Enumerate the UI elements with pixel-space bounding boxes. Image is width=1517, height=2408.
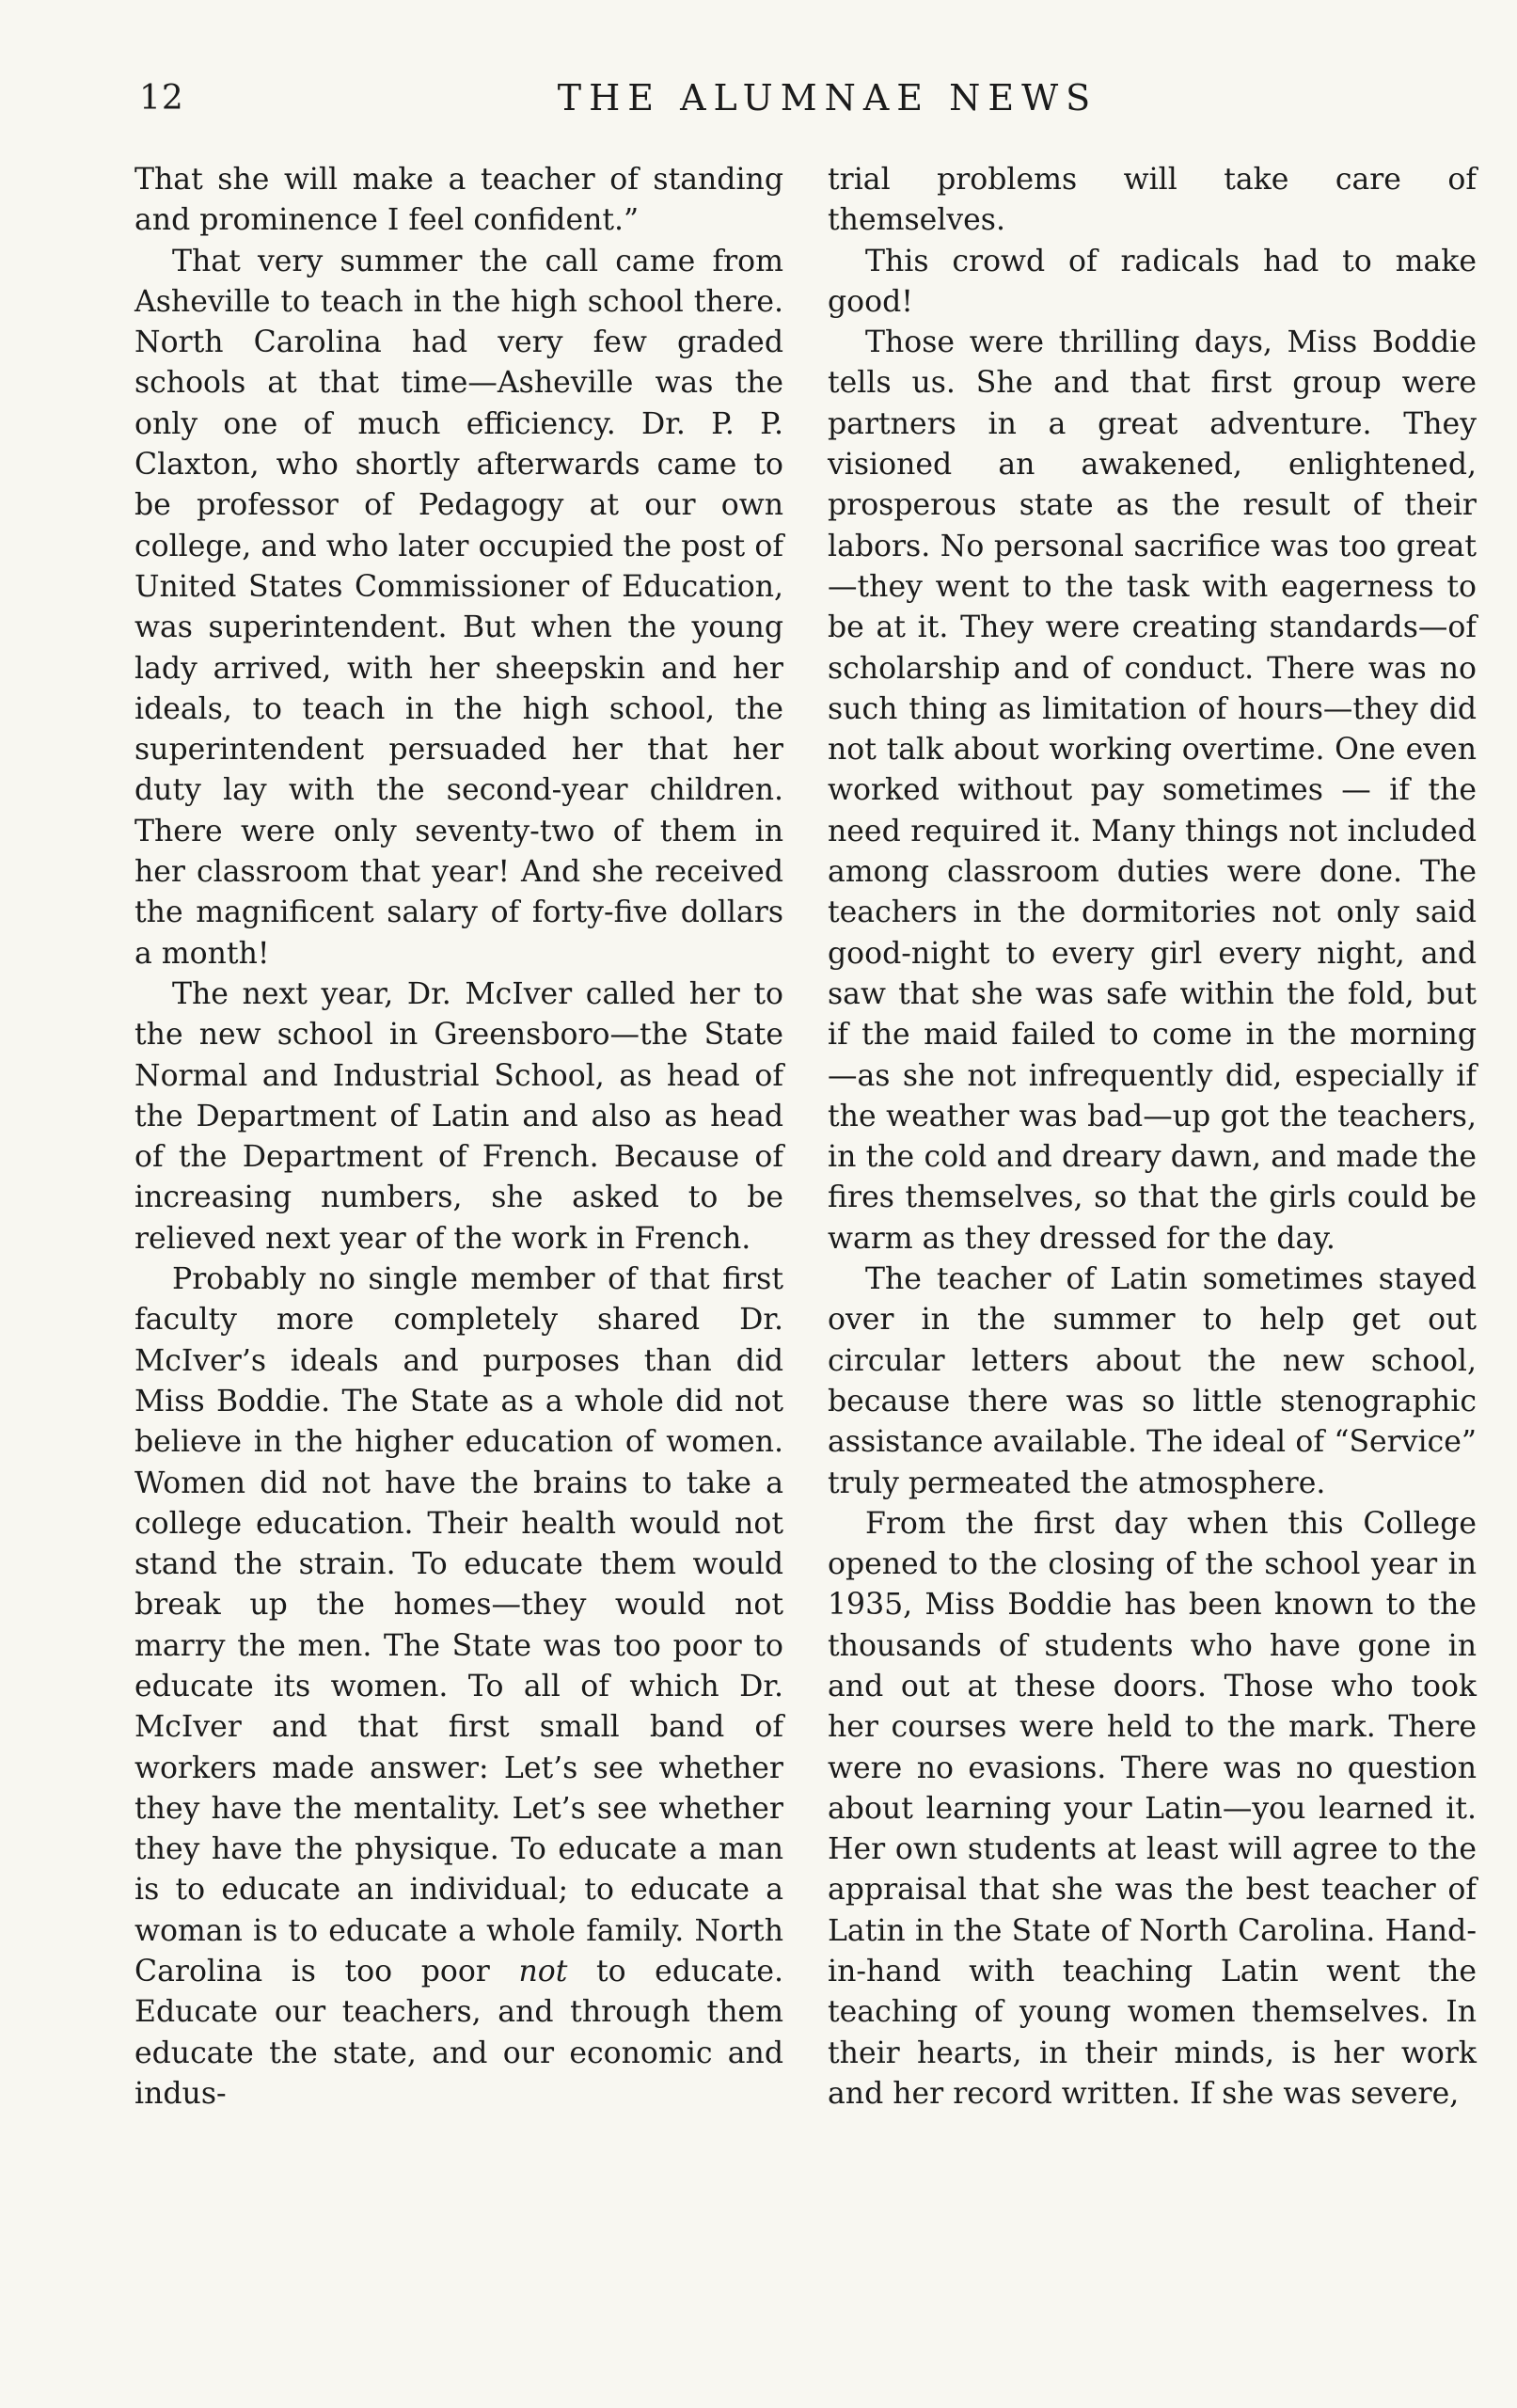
left-column [134,160,783,2115]
paragraph-text: to educate. Educate our teachers, and through them educate the state, and our economic and indus- [134,1955,784,2111]
paragraph-asheville: That very summer the call came from Asheville to teach in the high school there. North Carolina had very few graded schools at that time—Asheville was the only one of much efficiency. Dr. P. P. Claxton, who shortly afterwards came to be professor of Pedagogy at our own college, and who later occupied the post of United States Commissioner of Education, was superintendent. But when the young lady arrived, with her sheepskin and her ideals, to teach in the high school, the superintendent persuaded her that her duty lay with the second-year children. There were only seventy-two of them in her classroom that year! And she received the magnificent salary of forty-five dollars a month! [134,244,783,971]
paragraph-summer-work: The teacher of Latin sometimes stayed over in the summer to help get out circular letters about the new school, because there was so little stenographic assistance available. The ideal of “Service” truly permeated the atmosphere. [828,1262,1477,1500]
publication-title: THE ALUMNAE NEWS [557,77,1098,119]
paragraph-higher-education [134,1259,783,2115]
paragraph-continuation: trial problems will take care of themselves. [828,163,1477,238]
emphasis-text: not [518,1955,568,1989]
paragraph-greensboro: The next year, Dr. McIver called her to the new school in Greensboro—the State Normal and Industrial School, as head of the Department of Latin and also as head of the Department of French. Because of increasing numbers, she asked to be relieved next year of the work in French. [134,976,783,1256]
paragraph-radicals: This crowd of radicals had to make good! [828,244,1477,319]
page-number: 12 [139,79,184,118]
paragraph-continuation: That she will make a teacher of standing and prominence I feel confident.” [134,163,783,238]
right-column [828,160,1477,2115]
running-head [0,73,1517,130]
paragraph-career: From the first day when this College opened to the closing of the school year in 1935, Miss Boddie has been known to the thousands of students who have gone in and out at these doors. Those who took her courses were held to the mark. There were no evasions. There was no question about learning your Latin—you learned it. Her own students at least will agree to the appraisal that she was the best teacher of Latin in the State of North Carolina. Hand-in-hand with teaching Latin went the teaching of young women themselves. In their hearts, in their minds, is her work and her record written. If she was severe, [828,1506,1477,2111]
paragraph-thrilling-days: Those were thrilling days, Miss Boddie tells us. She and that first group were partners in a great adventure. They visioned an awakened, enlightened, prosperous state as the result of their labors. No personal sacrifice was too great—they went to the task with eagerness to be at it. They were creating standards—of scholarship and of conduct. There was no such thing as limitation of hours—they did not talk about working overtime. One even worked without pay sometimes — if the need required it. Many things not included among classroom duties were done. The teachers in the dormitories not only said good-night to every girl every night, and saw that she was safe within the fold, but if the maid failed to come in the morning —as she not infrequently did, especially if the weather was bad—up got the teachers, in the cold and dreary dawn, and made the fires themselves, so that the girls could be warm as they dressed for the day. [828,325,1477,1256]
paragraph-text: Probably no single member of that first faculty more completely shared Dr. McIver’s ideals and purposes than did Miss Boddie. The State as a whole did not believe in the higher education of women. Women did not have the brains to take a college education. Their health would not stand the strain. To educate them would break up the homes—they would not marry the men. The State was too poor to educate its women. To all of which Dr. McIver and that first small band of workers made answer: Let’s see whether they have the mentality. Let’s see whether they have the physique. To educate a man is to educate an individual; to educate a woman is to educate a whole family. North Carolina is too poor [134,1262,783,1989]
